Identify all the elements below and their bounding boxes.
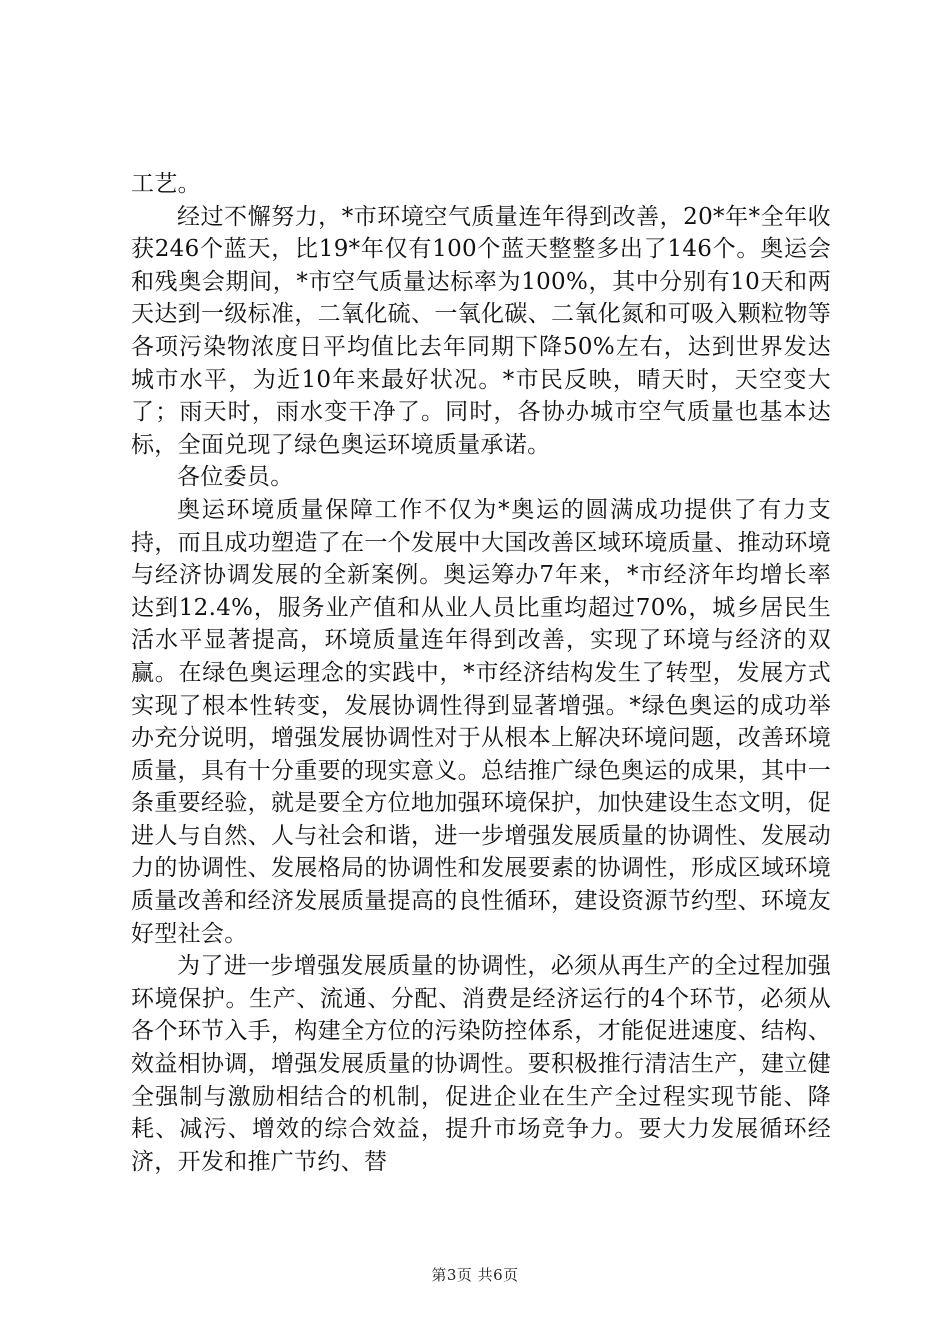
page-number-footer: 第3页 共6页 [431, 1266, 519, 1284]
document-body [131, 168, 831, 1178]
paragraph-1: 工艺。 [131, 171, 201, 197]
paragraph-2: 经过不懈努力，*市环境空气质量连年得到改善，20*年*全年收获246个蓝天，比19*年仅有100个蓝天整整多出了146个。奥运会和残奥会期间，*市空气质量达标率为100%，其中分别有10天和两天达到一级标准，二氧化硫、一氧化碳、二氧化氮和可吸入颗粒物等各项污染物浓度日平均值比去年同期下降50%左右，达到世界发达城市水平，为近10年来最好状况。*市民反映，晴天时，天空变大了；雨天时，雨水变干净了。同时，各协办城市空气质量也基本达标，全面兑现了绿色奥运环境质量承诺。 [131, 203, 831, 458]
paragraph-5: 为了进一步增强发展质量的协调性，必须从再生产的全过程加强环境保护。生产、流通、分配、消费是经济运行的4个环节，必须从各个环节入手，构建全方位的污染防控体系，才能促进速度、结构、效益相协调，增强发展质量的协调性。要积极推行清洁生产，建立健全强制与激励相结合的机制，促进企业在生产全过程实现节能、降耗、减污、增效的综合效益，提升市场竞争力。要大力发展循环经济，开发和推广节约、替 [131, 953, 831, 1175]
paragraph-3: 各位委员。 [177, 464, 294, 491]
paragraph-4: 奥运环境质量保障工作不仅为*奥运的圆满成功提供了有力支持，而且成功塑造了在一个发展中大国改善区域环境质量、推动环境与经济协调发展的全新案例。奥运筹办7年来，*市经济年均增长率达到12.4%，服务业产值和从业人员比重均超过70%，城乡居民生活水平显著提高，环境质量连年得到改善，实现了环境与经济的双赢。在绿色奥运理念的实践中，*市经济结构发生了转型，发展方式实现了根本性转变，发展协调性得到显著增强。*绿色奥运的成功举办充分说明，增强发展协调性对于从根本上解决环境问题，改善环境质量，具有十分重要的现实意义。总结推广绿色奥运的成果，其中一条重要经验，就是要全方位地加强环境保护，加快建设生态文明，促进人与自然、人与社会和谐，进一步增强发展质量的协调性、发展动力的协调性、发展格局的协调性和发展要素的协调性，形成区域环境质量改善和经济发展质量提高的良性循环，建设资源节约型、环境友好型社会。 [131, 496, 831, 947]
